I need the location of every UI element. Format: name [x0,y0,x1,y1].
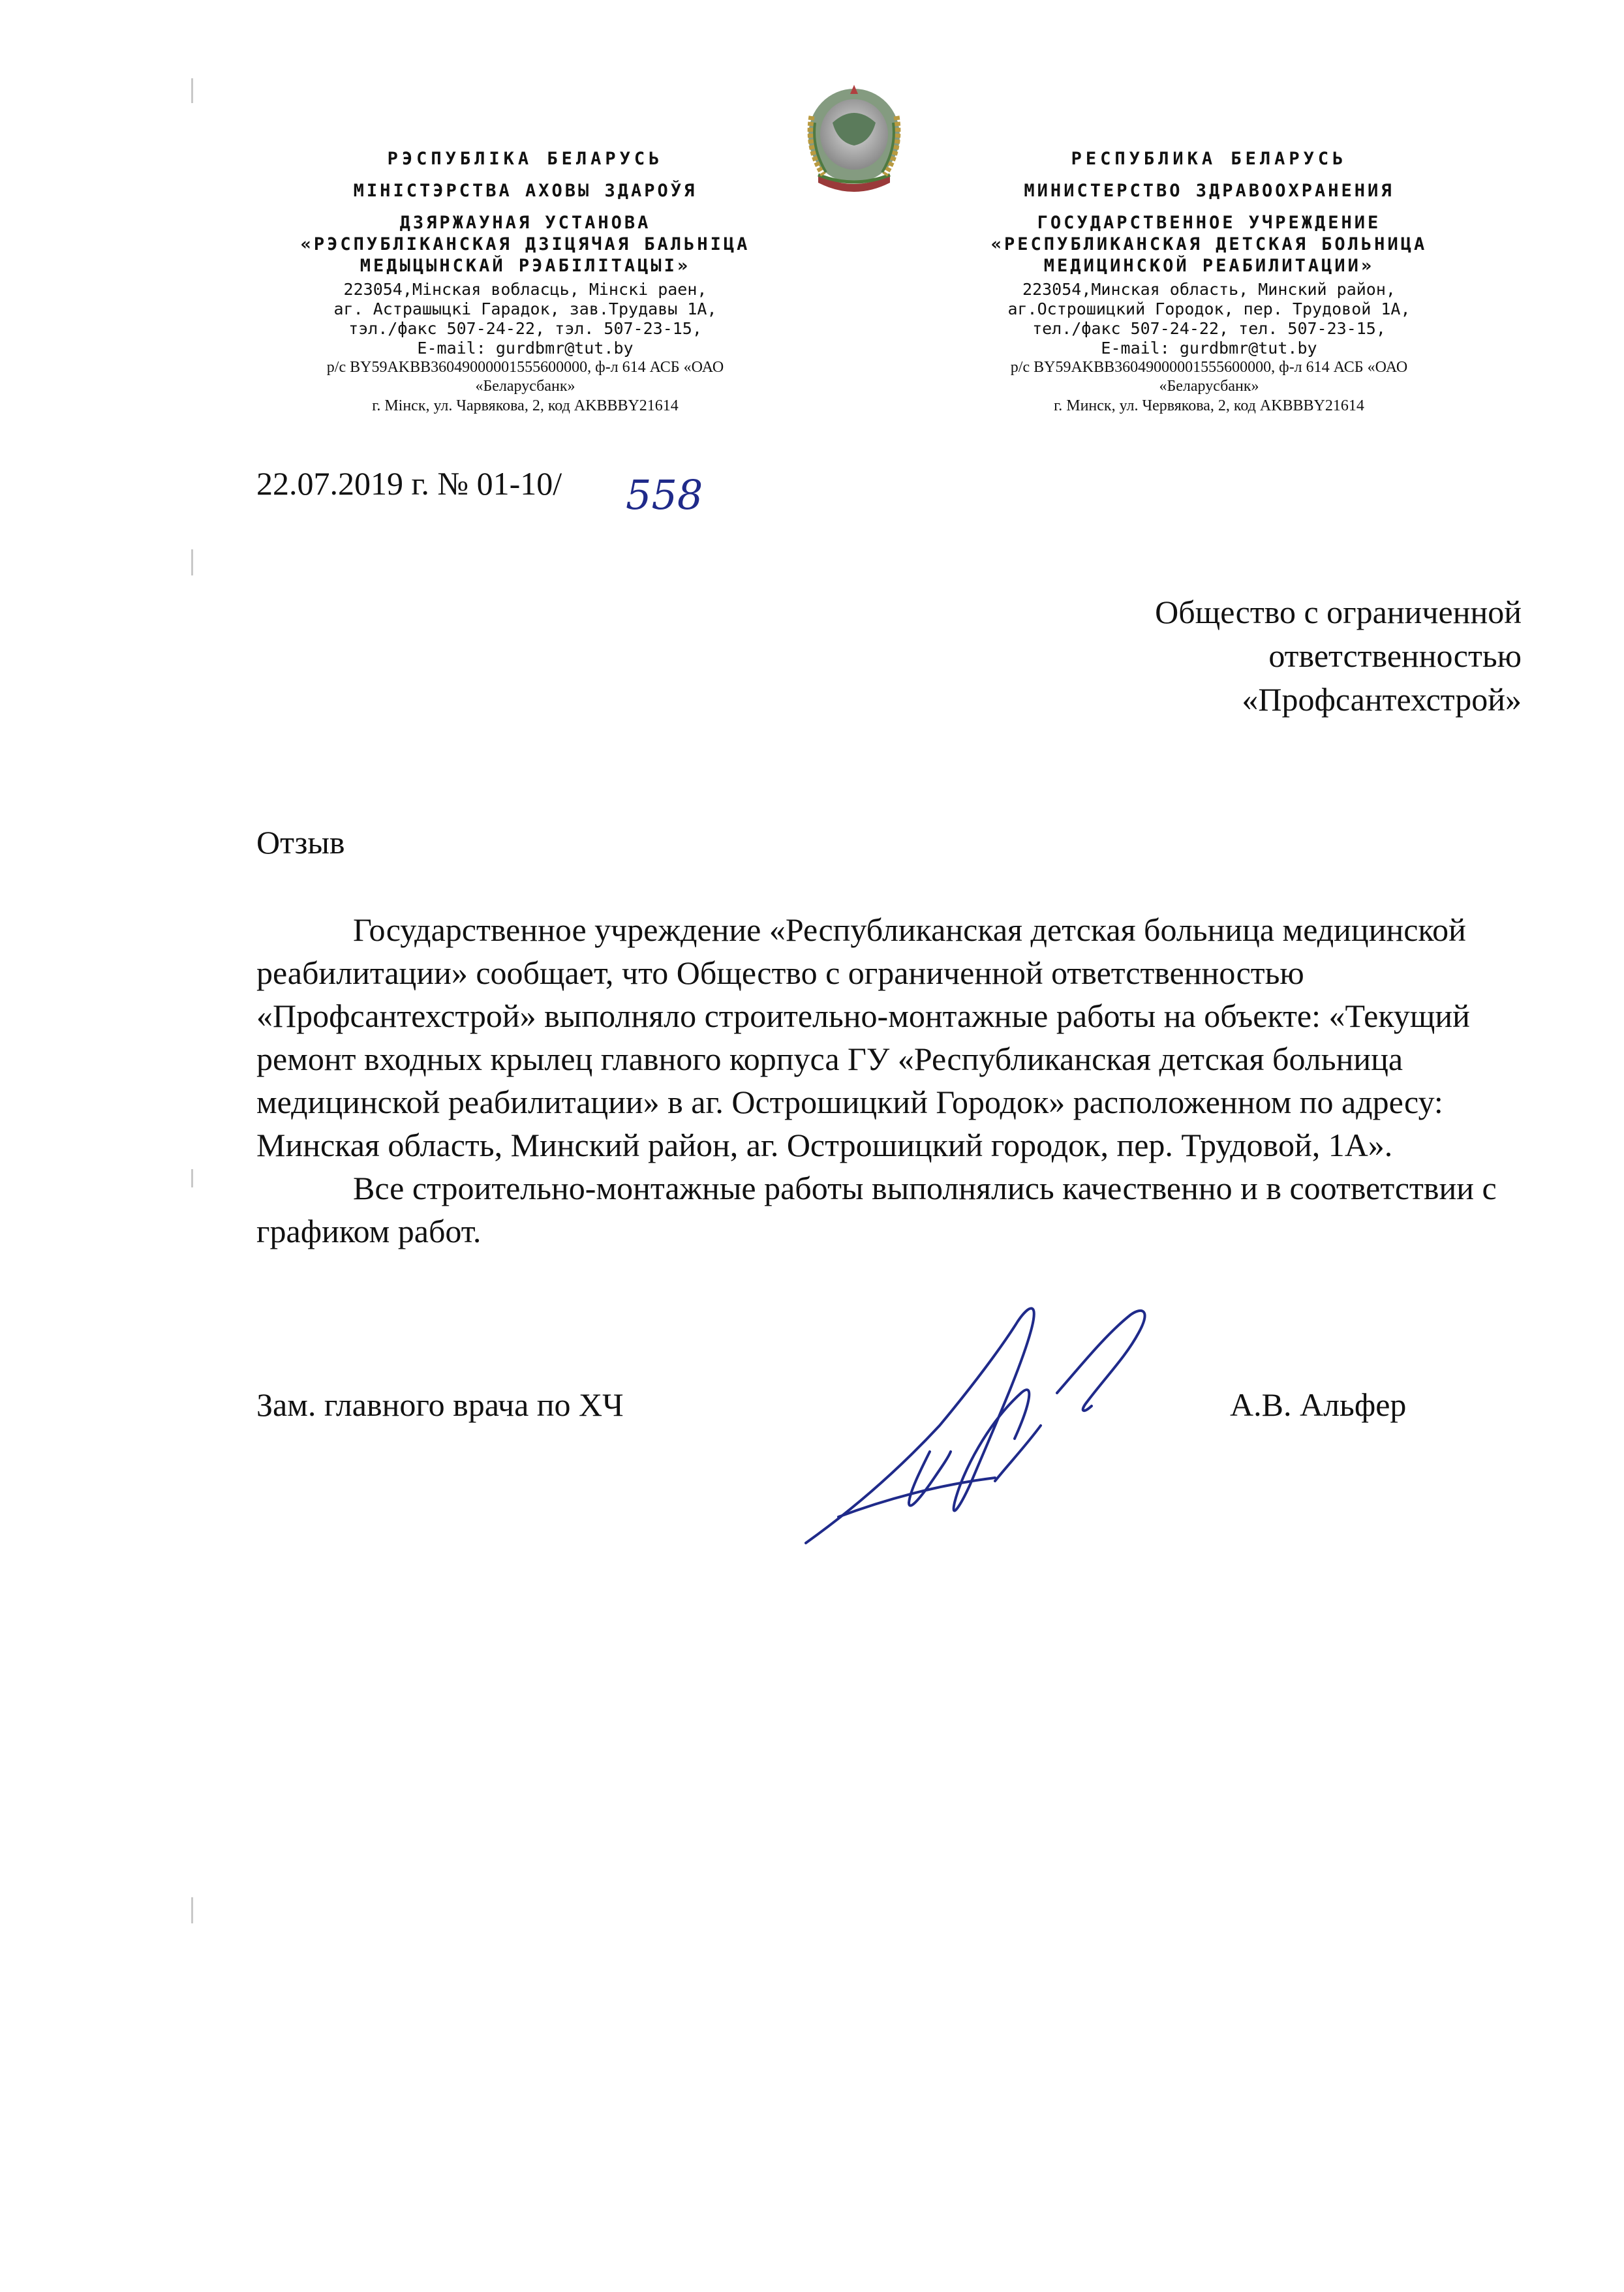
header-russian [906,149,1512,416]
body-paragraph-2: Все строительно-монтажные работы выполнялись качественно и в соответствии с графиком работ. [256,1170,1497,1249]
scan-margin-mark [191,1897,193,1923]
recipient-line-3: «Профсантехстрой» [1242,681,1522,718]
letter-body [256,908,1509,1253]
header-ministry: МІНІСТЭРСТВА АХОВЫ ЗДАРОЎЯ [353,180,697,201]
signatory-position: Зам. главного врача по ХЧ [256,1386,624,1423]
header-address-2: аг. Астрашыцкі Гарадок, зав.Трудавы 1А, [333,299,717,318]
header-institution-type: ГОСУДАРСТВЕННОЕ УЧРЕЖДЕНИЕ [1037,212,1381,233]
header-email: E-mail: gurdbmr@tut.by [1101,338,1317,358]
header-phone: тэл./факс 507-24-22, тэл. 507-23-15, [348,318,702,338]
header-institution-name-1: «РЭСПУБЛІКАНСКАЯ ДЗІЦЯЧАЯ БАЛЬНІЦА [300,234,750,254]
header-country: РЕСПУБЛИКА БЕЛАРУСЬ [1071,149,1347,169]
header-belarusian [222,149,829,416]
handwritten-number-text: 558 [626,471,703,519]
reference-line: 22.07.2019 г. № 01-10/ [256,465,562,502]
header-institution-name-2: МЕДЫЦЫНСКАЙ РЭАБІЛІТАЦЫІ» [360,255,691,276]
header-institution-name-2: МЕДИЦИНСКОЙ РЕАБИЛИТАЦИИ» [1043,255,1375,276]
header-bank: «Беларусбанк» [475,378,575,395]
body-paragraph-1: Государственное учреждение «Республиканская детская больница медицинской реабилитации» сообщает, что Общество с ограниченной ответственностью «Профсантехстрой» выполняло строительно-монтажные работы на объекте: «Текущий ремонт входных крылец главного корпуса ГУ «Республиканская детская больница медицинской реабилитации» в аг. Острошицкий Городок» расположенном по адресу: Минская область, Минский район, аг. Острошицкий городок, пер. Трудовой, 1А». [256,911,1470,1163]
header-account: р/с BY59AKBB36049000001555600000, ф-л 614 АСБ «ОАО [326,358,724,376]
scan-margin-mark [191,549,193,575]
header-institution-name-1: «РЕСПУБЛИКАНСКАЯ ДЕТСКАЯ БОЛЬНИЦА [990,234,1428,254]
scan-margin-mark [191,78,193,103]
header-email: E-mail: gurdbmr@tut.by [417,338,634,358]
header-bank: «Беларусбанк» [1159,378,1259,395]
header-city: г. Минск, ул. Червякова, 2, код AKBBBY21614 [1054,397,1364,415]
recipient-line-2: ответственностью [1268,637,1522,674]
header-phone: тел./факс 507-24-22, тел. 507-23-15, [1032,318,1386,338]
scan-margin-mark [191,1169,193,1187]
header-account: р/с BY59AKBB36049000001555600000, ф-л 614 АСБ «ОАО [1010,358,1408,376]
recipient-block [1155,590,1522,722]
document-title: Отзыв [256,824,345,861]
recipient-line-1: Общество с ограниченной [1155,594,1522,630]
signatory-name: А.В. Альфер [1230,1386,1407,1423]
handwritten-reference-number [623,470,734,522]
header-address-1: 223054,Мінская вобласць, Мінскі раен, [343,279,707,299]
header-institution-type: ДЗЯРЖАУНАЯ УСТАНОВА [399,212,651,233]
header-address-2: аг.Острошицкий Городок, пер. Трудовой 1А, [1007,299,1411,318]
header-city: г. Мінск, ул. Чарвякова, 2, код AKBBBY21614 [372,397,679,415]
header-ministry: МИНИСТЕРСТВО ЗДРАВООХРАНЕНИЯ [1024,180,1394,201]
handwritten-signature [799,1295,1165,1556]
header-country: РЭСПУБЛІКА БЕЛАРУСЬ [387,149,664,169]
header-address-1: 223054,Минская область, Минский район, [1022,279,1396,299]
